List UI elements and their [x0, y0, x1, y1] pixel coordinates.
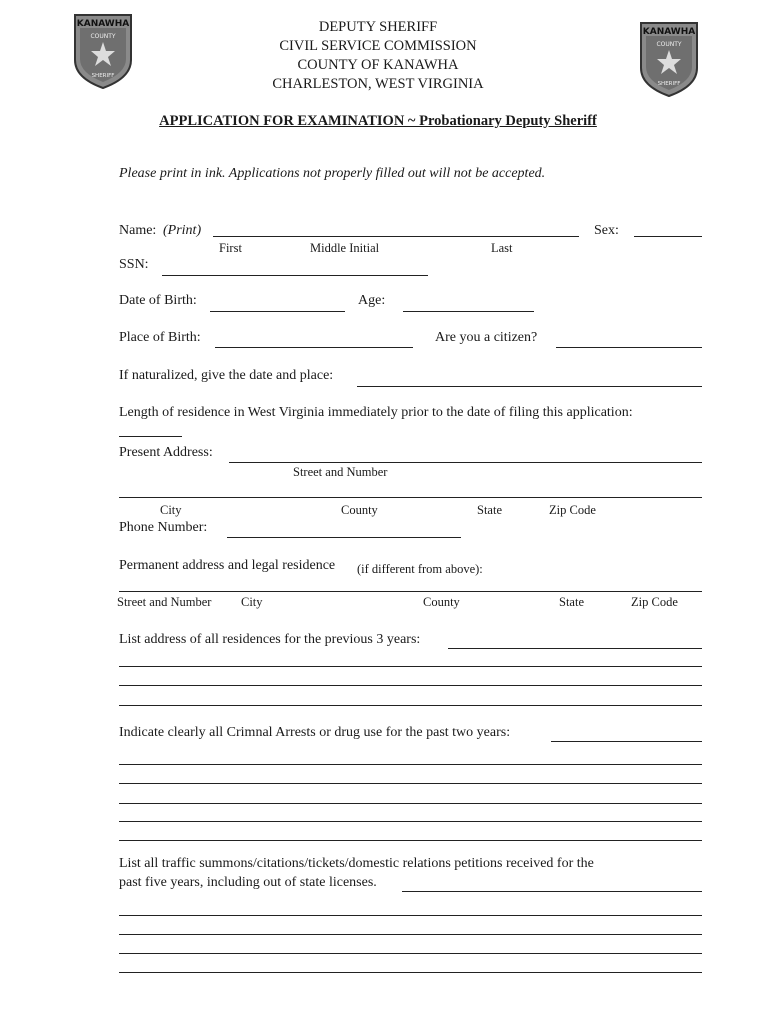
ssn-label: SSN: [119, 257, 149, 272]
residences-field-1[interactable] [448, 648, 702, 649]
header-commission: CIVIL SERVICE COMMISSION [279, 38, 477, 54]
arrests-label: Indicate clearly all Crimnal Arrests or drug use for the past two years: [119, 725, 511, 740]
perm-street-caption: Street and Number [117, 595, 212, 609]
name-print-hint: (Print) [163, 223, 202, 238]
citizen-label: Are you a citizen? [435, 330, 538, 345]
dob-label: Date of Birth: [119, 293, 197, 308]
pob-label: Place of Birth: [119, 330, 201, 345]
header-deputy-sheriff: DEPUTY SHERIFF [318, 19, 438, 35]
svg-text:COUNTY: COUNTY [656, 41, 682, 48]
dob-field[interactable] [210, 311, 345, 312]
residence-length-label: Length of residence in West Virginia immediately prior to the date of filing this application: [119, 405, 633, 420]
residences-label: List address of all residences for the previous 3 years: [119, 632, 421, 647]
zip-caption: Zip Code [549, 503, 596, 517]
residences-field-3[interactable] [119, 685, 702, 686]
arrests-field-4[interactable] [119, 803, 702, 804]
sex-label: Sex: [594, 223, 619, 238]
arrests-field-5[interactable] [119, 821, 702, 822]
name-label: Name: [119, 223, 157, 238]
present-street-field[interactable] [229, 462, 702, 463]
middle-initial-caption: Middle Initial [310, 241, 380, 255]
state-caption: State [477, 503, 502, 517]
city-caption: City [160, 503, 182, 517]
arrests-field-6[interactable] [119, 840, 702, 841]
sex-field[interactable] [634, 236, 702, 237]
age-field[interactable] [403, 311, 534, 312]
residences-field-4[interactable] [119, 705, 702, 706]
arrests-field-1[interactable] [551, 741, 702, 742]
phone-label: Phone Number: [119, 520, 208, 535]
last-name-caption: Last [491, 241, 513, 255]
perm-county-caption: County [423, 595, 460, 609]
naturalized-field[interactable] [357, 386, 702, 387]
permanent-address-note: (if different from above): [357, 562, 483, 576]
present-address-label: Present Address: [119, 445, 213, 460]
svg-text:SHERIFF: SHERIFF [91, 73, 115, 79]
svg-text:SHERIFF: SHERIFF [657, 81, 681, 87]
residence-length-field[interactable] [119, 436, 182, 437]
arrests-field-3[interactable] [119, 783, 702, 784]
svg-text:KANAWHA: KANAWHA [76, 19, 130, 29]
present-city-field[interactable] [119, 497, 702, 498]
page-title: APPLICATION FOR EXAMINATION ~ Probationary Deputy Sheriff [159, 113, 597, 129]
ssn-field[interactable] [162, 275, 428, 276]
residences-field-2[interactable] [119, 666, 702, 667]
header-city-state: CHARLESTON, WEST VIRGINIA [272, 76, 484, 92]
pob-field[interactable] [215, 347, 413, 348]
instructions: Please print in ink. Applications not properly filled out will not be accepted. [119, 166, 546, 181]
traffic-field-2[interactable] [119, 915, 702, 916]
county-caption: County [341, 503, 378, 517]
header-county: COUNTY OF KANAWHA [297, 57, 459, 73]
svg-text:KANAWHA: KANAWHA [642, 27, 696, 37]
traffic-field-1[interactable] [402, 891, 702, 892]
traffic-label-line2: past five years, including out of state licenses. [119, 875, 377, 890]
svg-text:COUNTY: COUNTY [90, 33, 116, 40]
street-number-caption: Street and Number [293, 465, 388, 479]
permanent-address-label: Permanent address and legal residence [119, 558, 336, 573]
first-name-caption: First [219, 241, 242, 255]
traffic-field-3[interactable] [119, 934, 702, 935]
arrests-field-2[interactable] [119, 764, 702, 765]
traffic-label-line1: List all traffic summons/citations/tickets/domestic relations petitions received for the [119, 856, 594, 871]
permanent-address-field[interactable] [119, 591, 702, 592]
citizen-field[interactable] [556, 347, 702, 348]
traffic-field-4[interactable] [119, 953, 702, 954]
perm-city-caption: City [241, 595, 263, 609]
name-field[interactable] [213, 236, 579, 237]
perm-state-caption: State [559, 595, 584, 609]
perm-zip-caption: Zip Code [631, 595, 678, 609]
phone-field[interactable] [227, 537, 461, 538]
naturalized-label: If naturalized, give the date and place: [119, 368, 334, 383]
traffic-field-5[interactable] [119, 972, 702, 973]
age-label: Age: [358, 293, 386, 308]
